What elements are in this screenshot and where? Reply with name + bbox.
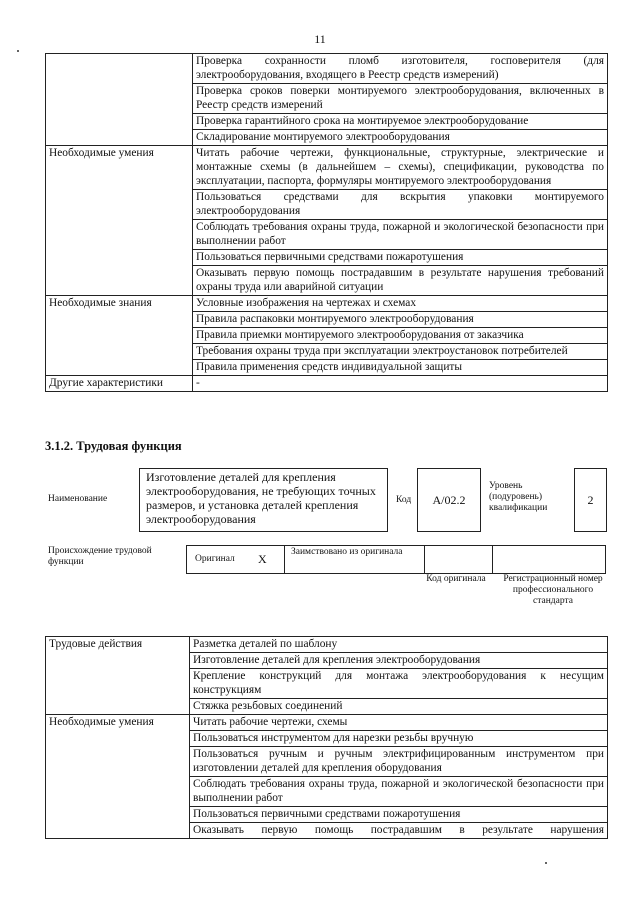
table-cell: Оказывать первую помощь пострадавшим в результате нарушения требований охраны труда или аварийной ситуации — [193, 266, 608, 296]
original-label: Оригинал — [195, 554, 235, 564]
original-mark: X — [258, 552, 267, 566]
row-label-actions: Трудовые действия — [46, 637, 190, 715]
table-cell: - — [193, 376, 608, 392]
section-title: 3.1.2. Трудовая функция — [45, 439, 182, 453]
row-label-skills: Необходимые умения — [46, 715, 190, 839]
table-cell: Правила приемки монтируемого электрооборудования от заказчика — [193, 328, 608, 344]
table-cell: Разметка деталей по шаблону — [190, 637, 608, 653]
table-cell: Правила применения средств индивидуальной защиты — [193, 360, 608, 376]
level-label: Уровень (подуровень) квалификации — [489, 481, 548, 513]
table-cell: Читать рабочие чертежи, схемы — [190, 715, 608, 731]
table-cell: Изготовление деталей для крепления электрооборудования — [190, 653, 608, 669]
table-cell: Крепление конструкций для монтажа электрооборудования к несущим конструкциям — [190, 669, 608, 699]
table-cell: Стяжка резьбовых соединений — [190, 699, 608, 715]
table-cell: Правила распаковки монтируемого электрооборудования — [193, 312, 608, 328]
scan-speck — [17, 50, 19, 52]
code-value: A/02.2 — [432, 493, 466, 507]
table-cell: Пользоваться инструментом для нарезки резьбы вручную — [190, 731, 608, 747]
level-value: 2 — [587, 493, 594, 507]
table-cell: Пользоваться средствами для вскрытия упаковки монтируемого электрооборудования — [193, 190, 608, 220]
table-cell: Складирование монтируемого электрооборудования — [193, 130, 608, 146]
table-cell: Оказывать первую помощь пострадавшим в результате нарушения — [190, 823, 608, 839]
table-cell: Пользоваться ручным и ручным электрифицированным инструментом при изготовлении деталей для крепления оборудования — [190, 747, 608, 777]
code-box — [417, 468, 481, 532]
level-box — [574, 468, 607, 532]
table-cell: Соблюдать требования охраны труда, пожарной и экологической безопасности при выполнении работ — [190, 777, 608, 807]
reg-caption: Регистрационный номер профессионального стандарта — [503, 574, 603, 606]
table-cell: Соблюдать требования охраны труда, пожарной и экологической безопасности при выполнении работ — [193, 220, 608, 250]
row-label-skills: Необходимые умения — [46, 146, 193, 296]
row-label-knowledge: Необходимые знания — [46, 296, 193, 376]
requirements-table-1 — [45, 53, 608, 392]
borrowed-label: Заимствовано из оригинала — [291, 547, 403, 557]
row-label-other: Другие характеристики — [46, 376, 193, 392]
table-cell: Проверка сохранности пломб изготовителя, госповерителя (для электрооборудования, входящего в Реестр средств измерений) — [193, 54, 608, 84]
origin-label: Происхождение трудовой функции — [48, 546, 152, 567]
name-label: Наименование — [48, 494, 108, 504]
table-cell: Пользоваться первичными средствами пожаротушения — [190, 807, 608, 823]
origin-box — [186, 545, 606, 574]
table-cell: Читать рабочие чертежи, функциональные, структурные, электрические и монтажные схемы (в дальнейшем – схемы), спецификации, руководства по эксплуатации, паспорта, формуляры монтируемого электрооборудования — [193, 146, 608, 190]
code-caption: Код оригинала — [426, 574, 486, 584]
table-cell: Проверка сроков поверки монтируемого электрооборудования, включенных в Реестр средств измерений — [193, 84, 608, 114]
table-cell: Требования охраны труда при эксплуатации электроустановок потребителей — [193, 344, 608, 360]
table-cell: Пользоваться первичными средствами пожаротушения — [193, 250, 608, 266]
function-name-box: Изготовление деталей для крепления электрооборудования, не требующих точных размеров, и установка деталей крепления электрооборудования — [139, 468, 388, 532]
page-number: 11 — [314, 32, 326, 46]
code-label: Код — [396, 495, 412, 505]
row-label — [46, 54, 193, 146]
requirements-table-2 — [45, 636, 608, 839]
table-cell: Проверка гарантийного срока на монтируемое электрооборудование — [193, 114, 608, 130]
scan-speck — [545, 862, 547, 864]
table-cell: Условные изображения на чертежах и схемах — [193, 296, 608, 312]
